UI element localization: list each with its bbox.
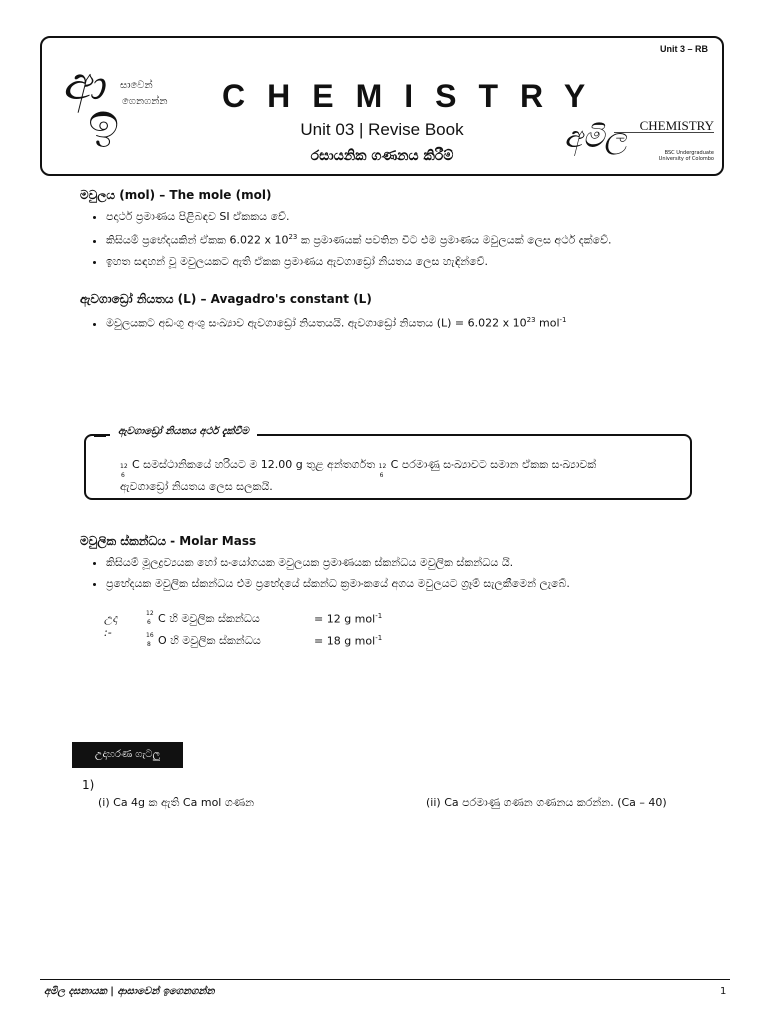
definition-box [84, 426, 692, 500]
example-label: උදා :- [104, 612, 118, 639]
examples-badge: උදාහරණ ගැටලු [72, 742, 183, 768]
question-number: 1) [82, 778, 95, 792]
example-value: = 18 g mol$^{-1}$ [314, 634, 383, 648]
logo [62, 56, 192, 160]
signature-caption [659, 150, 714, 162]
isotope-c12: 12 6 [378, 463, 387, 479]
footer-author: අමිල දසනායක | ආසාවෙන් ඉගෙනගන්න [44, 986, 215, 997]
list-item: • ඉහත සඳහන් වූ මවුලයකට ඇති ඒකක ප්‍රමාණය ඇවගාඩ්‍රෝ නියතය ලෙස හැඳින්වේ. [106, 251, 612, 272]
definition-line-1: 12 6 C සමස්ථානිකයේ හරියට ම 12.00 g තුළ අන්තර්ගත 12 6 C පරමාණු සංඛ්‍යාවට සමාන ඒකක සංඛ්‍යාවක් [120, 458, 597, 479]
list-item: • මවුලයකට අඩංගු අංශු සංඛ්‍යාව ඇවගාඩ්‍රෝ නියතයයි. ඇවගාඩ්‍රෝ නියතය (L) = 6.022 x $10^{23}$ mol$^{-1}$ [106, 310, 567, 334]
page-title: CHEMISTRY [222, 78, 608, 114]
page-subtitle-sinhala: රසායනික ගණනය කිරීම් [310, 148, 454, 164]
signature-caption-2: University of Colombo [658, 156, 714, 162]
legend-line [94, 435, 106, 437]
list-item: • ප්‍රභේදයක මවුලික ස්කන්ධය එම ප්‍රභේදයේ ස්කන්ධ ක්‍රමාංකයේ අගය මවුලයට ග්‍රෑම් සැලකීමෙන් ලැබේ. [106, 573, 570, 594]
example-species: 16 8 O හි මවුලික ස්කන්ධය [146, 632, 261, 648]
avogadro-heading: ඇවගාඩ්‍රෝ නියතය (L) – Avagadro's constant (L) [80, 292, 372, 306]
isotope-c12: 12 6 [120, 463, 128, 479]
logo-text-1: සාවෙන් [120, 80, 153, 91]
header-box [40, 36, 724, 176]
molar-mass-heading: මවුලික ස්කන්ධය - Molar Mass [80, 534, 257, 548]
example-value: = 12 g mol$^{-1}$ [314, 612, 383, 626]
logo-text-2: ගෙනගන්න [122, 96, 168, 107]
mole-heading: මවුලය (mol) – The mole (mol) [80, 188, 272, 202]
unit-tag: Unit 3 – RB [659, 44, 708, 54]
definition-legend: ඇවගාඩ්‍රෝ නියතය අර්ථ දැක්වීම [110, 426, 257, 437]
definition-text [120, 454, 680, 498]
question-part-ii: (ii) Ca පරමාණු ගණන ගණනය කරන්න. (Ca – 40) [426, 796, 667, 809]
page-subtitle: Unit 03 | Revise Book [300, 120, 464, 139]
list-item: • කිසියම් මූලද්‍රව්‍යයක හෝ සංයෝගයක මවුලයක ප්‍රමාණයක ස්කන්ධය මවුලික ස්කන්ධය යි. [106, 552, 570, 573]
example-text: හි මවුලික ස්කන්ධය [170, 634, 261, 647]
logo-glyph-i: ඉ [88, 92, 120, 150]
list-item: • පදාර්ථ ප්‍රමාණය පිළිබඳව SI ඒකකය වේ. [106, 206, 612, 227]
example-text: හි මවුලික ස්කන්ධය [169, 612, 260, 625]
example-species: 12 6 C හි මවුලික ස්කන්ධය [146, 610, 260, 626]
isotope-o16: 16 8 [146, 632, 154, 648]
list-item: • කිසියම් ප්‍රභේදයකින් ඒකක 6.022 x $10^{23}$ ක ප්‍රමාණයක් පවතින විට එම ප්‍රමාණය මවුලයක් ලෙස අර්ථ දක්වේ. [106, 227, 612, 251]
page-number: 1 [720, 986, 727, 997]
signature-block [564, 110, 714, 170]
isotope-c12: 12 6 [146, 610, 154, 626]
signature-label: CHEMISTRY [639, 118, 714, 133]
molar-mass-list [80, 552, 570, 594]
logo-glyph-a: ආ [62, 56, 105, 110]
question-part-i: (i) Ca 4g ක ඇති Ca mol ගණන [98, 796, 255, 809]
signature-divider [614, 132, 714, 133]
signature-caption-1: BSC Undergraduate [664, 150, 714, 156]
avogadro-list [80, 310, 567, 334]
footer-divider [40, 979, 730, 980]
signature-script: අමිල [564, 120, 627, 155]
mole-list [80, 206, 612, 272]
definition-line-2: ඇවගාඩ්‍රෝ නියතය ලෙස සලකයි. [120, 480, 273, 493]
